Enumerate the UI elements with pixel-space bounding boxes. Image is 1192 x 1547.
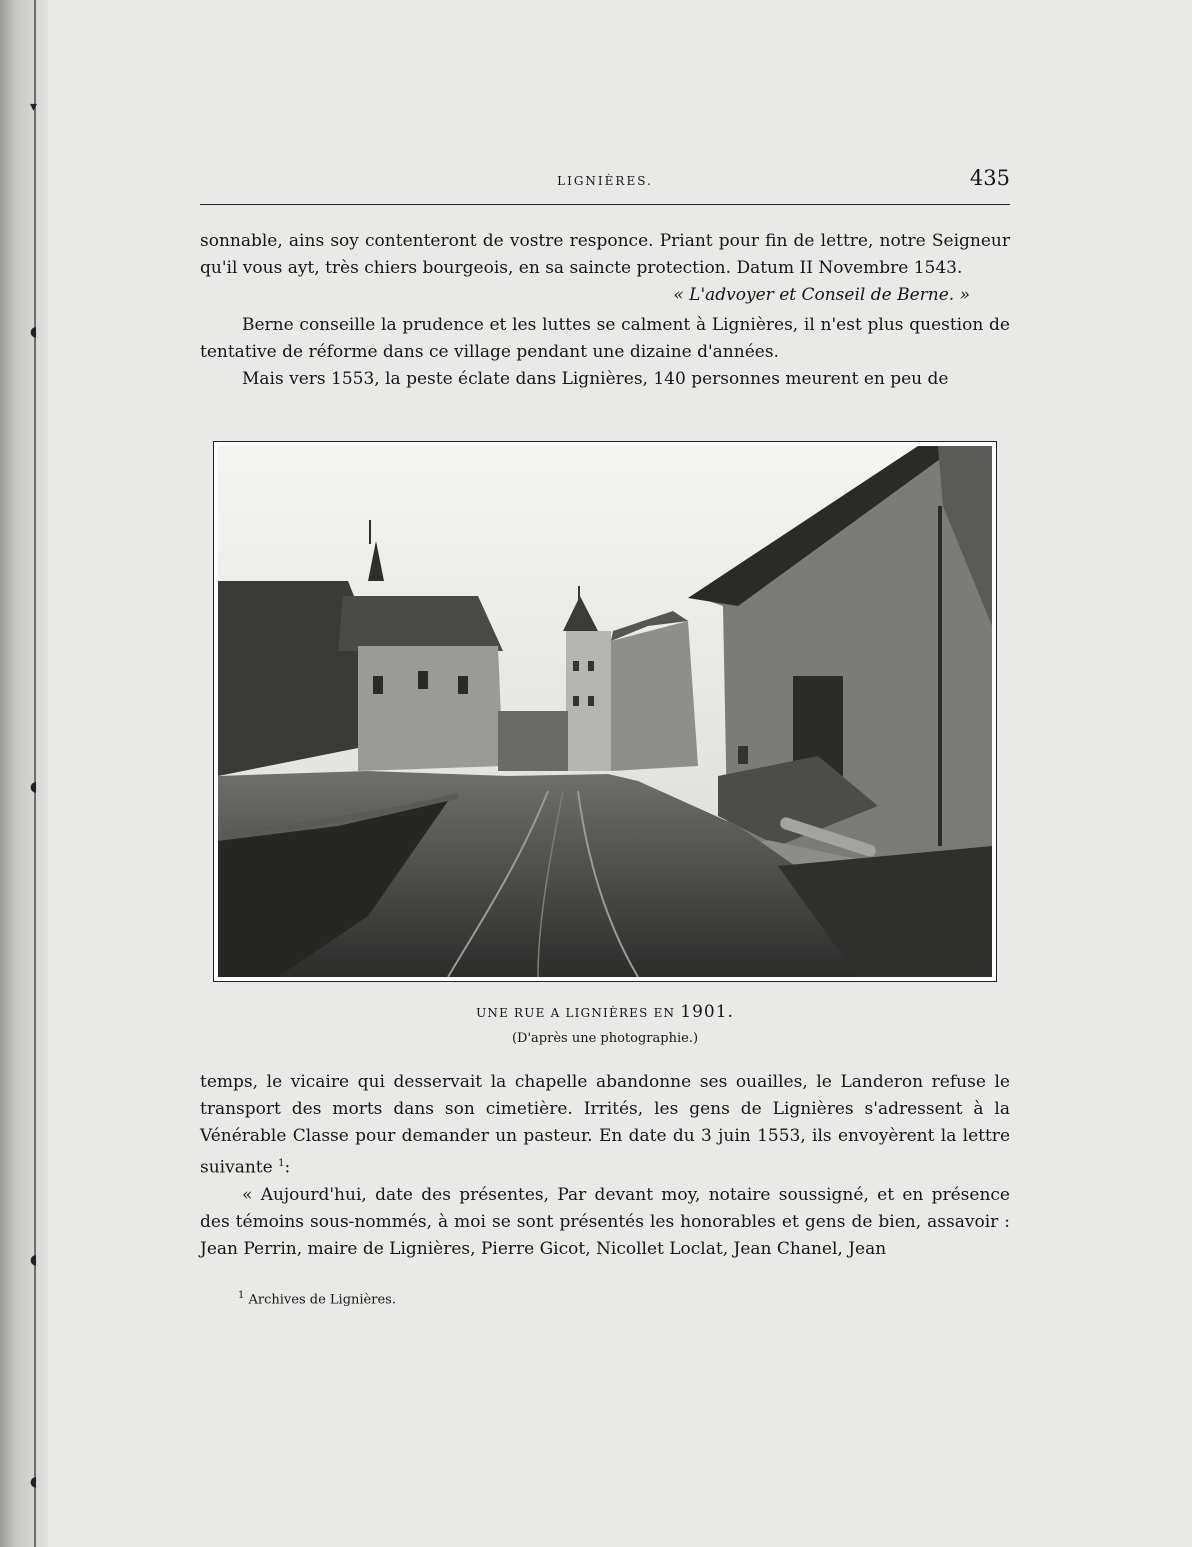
page-edge [34,0,36,1547]
signature-line: « L'advoyer et Conseil de Berne. » [673,285,970,305]
text-block-top [200,228,1010,393]
figure-caption-source: (D'après une photographie.) [511,1031,699,1046]
page-binding-shadow [0,0,48,1547]
paragraph: « Aujourd'hui, date des présentes, Par devant moy, notaire soussigné, et en présence des témoins sous-nommés, à moi se sont présentés les honorables et gens de bien, assavoir : Jean Perrin, maire de Lignières, Pierre Gicot, Nicollet Loclat, Jean Chanel, Jean [200,1184,1010,1259]
figure-caption [200,1002,1010,1022]
street-photo-illustration [218,446,992,977]
footnote-ref: 1 [278,1158,285,1169]
paragraph: temps, le vicaire qui desservait la chapelle abandonne ses ouailles, le Landeron refuse le transport des morts dans son cimetière. Irrités, les gens de Lignières s'adressent à la Vénérable Classe pour demander un pasteur. En date du 3 juin 1553, ils envoyèrent la lettre suivante $^1$: [200,1072,1010,1178]
page-number: 435 [969,166,1010,190]
binding-mark: ◖ [30,1252,38,1268]
footnote [238,1290,396,1307]
caption-year: 1901. [680,1002,734,1022]
binding-mark: ◖ [30,1474,38,1490]
footnote-marker: 1 [238,1290,245,1301]
footnote-text: Archives de Lignières. [248,1292,396,1308]
paragraph: sonnable, ains soy contenteront de vostre responce. Priant pour fin de lettre, notre Seigneur qu'il vous ayt, très chiers bourgeois, en sa saincte protection. Datum II Novembre 1543. [200,231,1010,278]
text-block-bottom [200,1069,1010,1263]
paragraph-text: temps, le vicaire qui desservait la chapelle abandonne ses ouailles, le Landeron refuse le transport des morts dans son cimetière. Irrités, les gens de Lignières s'adressent à la Vénérable Classe pour demander un pasteur. En date du 3 juin 1553, ils envoyèrent la lettre suivante [200,1072,1010,1178]
binding-mark: ▾ [30,99,38,115]
running-title: LIGNIÈRES. [557,174,653,188]
binding-mark: ◖ [30,779,38,795]
paragraph: Berne conseille la prudence et les luttes se calment à Lignières, il n'est plus question de tentative de réforme dans ce village pendant une dizaine d'années. [200,315,1010,362]
caption-text: UNE RUE A LIGNIÈRES EN [476,1006,676,1020]
page-header [200,160,1010,205]
street-photograph [213,441,997,982]
binding-mark: ◖ [30,324,38,340]
paragraph: Mais vers 1553, la peste éclate dans Lignières, 140 personnes meurent en peu de [242,369,949,389]
